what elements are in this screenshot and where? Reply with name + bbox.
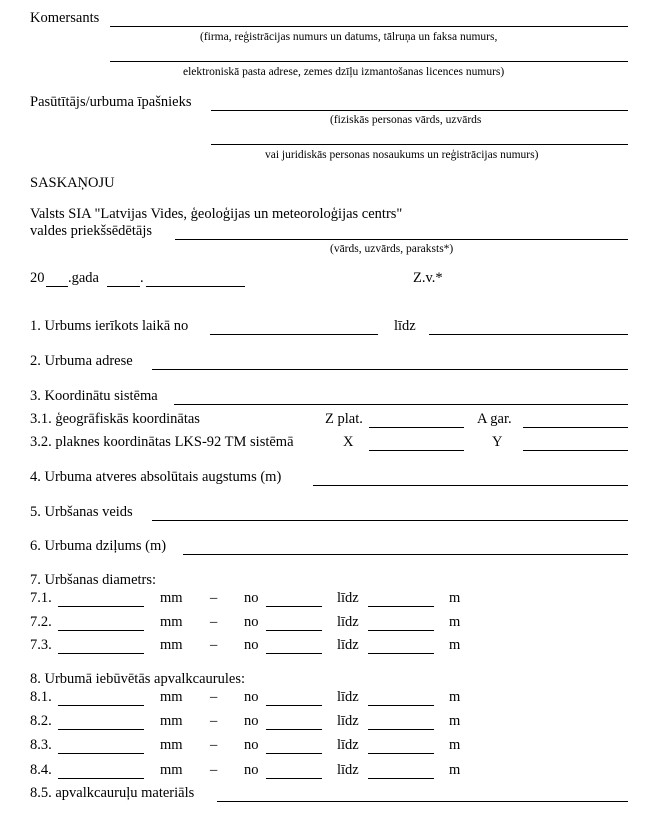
casing-to-input[interactable] [368,753,434,754]
unit-no: no [244,590,259,606]
casing-to-input[interactable] [368,729,434,730]
unit-dash: – [210,689,218,705]
unit-lidz: līdz [337,590,359,606]
komersants-hint-2: elektroniskā pasta adrese, zemes dzīļu izmantošanas licences numurs) [183,66,505,78]
pasutitajs-input-2[interactable] [211,144,628,145]
komersants-label: Komersants [30,10,100,26]
pasutitajs-label: Pasūtītājs/urbuma īpašnieks [30,94,192,110]
unit-dash: – [210,614,218,630]
field-3-label: 3. Koordinātu sistēma [30,388,158,404]
casing-row-label: 8.4. [30,762,52,778]
field-4-label: 4. Urbuma atveres absolūtais augstums (m) [30,469,282,485]
diameter-mm-input[interactable] [58,630,144,631]
casing-to-input[interactable] [368,705,434,706]
unit-mm: mm [160,713,183,729]
pasutitajs-hint-1: (fiziskās personas vārds, uzvārds [330,114,482,126]
diameter-row-label: 7.1. [30,590,52,606]
diameter-mm-input[interactable] [58,606,144,607]
diameter-title: 7. Urbšanas diametrs: [30,572,157,588]
diameter-row-label: 7.3. [30,637,52,653]
casing-row-label: 8.3. [30,737,52,753]
unit-lidz: līdz [337,737,359,753]
unit-no: no [244,637,259,653]
unit-dash: – [210,762,218,778]
casing-mm-input[interactable] [58,778,144,779]
field-3-2-label: 3.2. plaknes koordinātas LKS-92 TM sistēmā [30,434,294,450]
chair-hint: (vārds, uzvārds, paraksts*) [330,243,454,255]
drilling-type-input[interactable] [152,520,628,521]
address-input[interactable] [152,369,628,370]
unit-lidz: līdz [337,689,359,705]
unit-no: no [244,689,259,705]
lon-label: A gar. [477,411,512,427]
unit-mm: mm [160,737,183,753]
pasutitajs-hint-2: vai juridiskās personas nosaukums un reģistrācijas numurs) [265,149,539,161]
field-6-label: 6. Urbuma dziļums (m) [30,538,167,554]
unit-no: no [244,762,259,778]
field-5-label: 5. Urbšanas veids [30,504,133,520]
x-input[interactable] [369,450,464,451]
year-input[interactable] [46,286,68,287]
approval-title: SASKAŅOJU [30,175,115,191]
unit-m: m [449,713,461,729]
seal-label: Z.v.* [413,270,443,286]
unit-dash: – [210,737,218,753]
period-to-input[interactable] [429,334,628,335]
unit-lidz: līdz [337,637,359,653]
casing-mm-input[interactable] [58,729,144,730]
casing-row-label: 8.2. [30,713,52,729]
unit-lidz: līdz [337,762,359,778]
unit-no: no [244,713,259,729]
pasutitajs-input[interactable] [211,110,628,111]
unit-dash: – [210,637,218,653]
unit-mm: mm [160,637,183,653]
depth-input[interactable] [183,554,628,555]
diameter-row-label: 7.2. [30,614,52,630]
casing-from-input[interactable] [266,753,322,754]
unit-m: m [449,737,461,753]
field-3-1-label: 3.1. ģeogrāfiskās koordinātas [30,411,200,427]
unit-m: m [449,614,461,630]
day-input[interactable] [107,286,140,287]
casing-row-label: 8.1. [30,689,52,705]
lat-label: Z plat. [325,411,363,427]
diameter-from-input[interactable] [266,630,322,631]
coord-system-input[interactable] [174,404,628,405]
y-label: Y [492,434,503,450]
chair-input[interactable] [175,239,628,240]
casing-from-input[interactable] [266,705,322,706]
komersants-input-2[interactable] [110,61,628,62]
diameter-from-input[interactable] [266,653,322,654]
unit-m: m [449,590,461,606]
field-1-until: līdz [394,318,416,334]
unit-lidz: līdz [337,713,359,729]
komersants-input[interactable] [110,26,628,27]
y-input[interactable] [523,450,628,451]
unit-m: m [449,762,461,778]
lon-input[interactable] [523,427,628,428]
field-1-label: 1. Urbums ierīkots laikā no [30,318,189,334]
casing-mm-input[interactable] [58,753,144,754]
x-label: X [343,434,354,450]
unit-no: no [244,737,259,753]
komersants-hint-1: (firma, reģistrācijas numurs un datums, tālruņa un faksa numurs, [200,31,498,43]
unit-m: m [449,637,461,653]
unit-no: no [244,614,259,630]
casing-material-label: 8.5. apvalkcauruļu materiāls [30,785,195,801]
unit-lidz: līdz [337,614,359,630]
diameter-mm-input[interactable] [58,653,144,654]
period-from-input[interactable] [210,334,378,335]
diameter-from-input[interactable] [266,606,322,607]
unit-mm: mm [160,590,183,606]
field-2-label: 2. Urbuma adrese [30,353,133,369]
unit-dash: – [210,590,218,606]
year-suffix: .gada [68,270,99,286]
chair-label: valdes priekšsēdētājs [30,223,153,239]
lat-input[interactable] [369,427,464,428]
month-input[interactable] [146,286,245,287]
casing-from-input[interactable] [266,729,322,730]
diameter-to-input[interactable] [368,630,434,631]
unit-dash: – [210,713,218,729]
unit-mm: mm [160,762,183,778]
casing-from-input[interactable] [266,778,322,779]
elevation-input[interactable] [313,485,628,486]
casing-to-input[interactable] [368,778,434,779]
diameter-to-input[interactable] [368,606,434,607]
diameter-to-input[interactable] [368,653,434,654]
casing-material-input[interactable] [217,801,628,802]
unit-mm: mm [160,689,183,705]
casing-title: 8. Urbumā iebūvētās apvalkcaurules: [30,671,246,687]
year-prefix: 20 [30,270,45,286]
casing-mm-input[interactable] [58,705,144,706]
date-dot: . [140,270,144,286]
unit-mm: mm [160,614,183,630]
approval-org: Valsts SIA "Latvijas Vides, ģeoloģijas un meteoroloģijas centrs" [30,206,403,222]
unit-m: m [449,689,461,705]
